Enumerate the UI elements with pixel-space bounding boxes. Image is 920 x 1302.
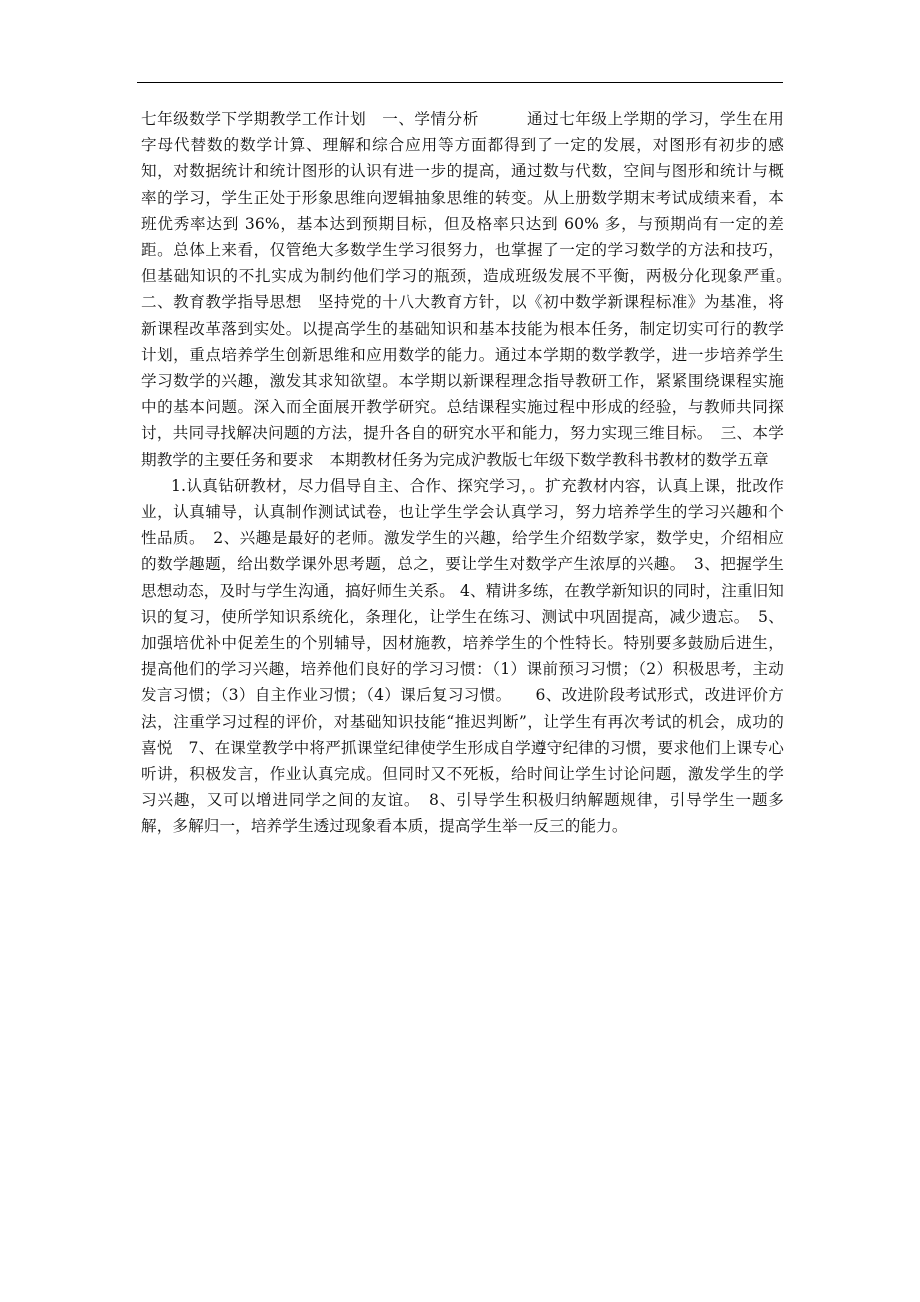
header-rule bbox=[137, 82, 783, 83]
paragraph-intro: 七年级数学下学期教学工作计划 一、学情分析 通过七年级上学期的学习，学生在用字母代替数的数学计算、理解和综合应用等方面都得到了一定的发展，对图形有初步的感知，对数据统计和统计图形的认识有进一步的提高，通过数与代数，空间与图形和统计与概率的学习，学生正处于形象思维向逻辑抽象思维的转变。从上册数学期末考试成绩来看，本班优秀率达到 36%，基本达到预期目标，但及格率只达到 60% 多，与预期尚有一定的差距。总体上来看，仅管绝大多数学生学习很努力，也掌握了一定的学习数学的方法和技巧，但基础知识的不扎实成为制约他们学习的瓶颈，造成班级发展不平衡，两极分化现象严重。 二、教育教学指导思想 坚持党的十八大教育方针，以《初中数学新课程标准》为基准，将新课程改革落到实处。以提高学生的基础知识和基本技能为根本任务，制定切实可行的教学计划，重点培养学生创新思维和应用数学的能力。通过本学期的数学教学，进一步培养学生学习数学的兴趣，激发其求知欲望。本学期以新课程理念指导教研工作，紧紧围绕课程实施中的基本问题。深入而全面展开教学研究。总结课程实施过程中形成的经验，与教师共同探讨，共同寻找解决问题的方法，提升各自的研究水平和能力，努力实现三维目标。 三、本学期教学的主要任务和要求 本期教材任务为完成沪教版七年级下数学教科书教材的数学五章 bbox=[141, 110, 800, 469]
document-body bbox=[141, 106, 800, 840]
paragraph-tasks: 1.认真钻研教材，尽力倡导自主、合作、探究学习，。扩充教材内容，认真上课，批改作业，认真辅导，认真制作测试试卷，也让学生学会认真学习，努力培养学生的学习兴趣和个性品质。 2、兴趣是最好的老师。激发学生的兴趣，给学生介绍数学家，数学史，介绍相应的数学趣题，给出数学课外思考题，总之，要让学生对数学产生浓厚的兴趣。 3、把握学生思想动态，及时与学生沟通，搞好师生关系。 4、精讲多练，在教学新知识的同时，注重旧知识的复习，使所学知识系统化，条理化，让学生在练习、测试中巩固提高，减少遗忘。 5、加强培优补中促差生的个别辅导，因材施教，培养学生的个性特长。特别要多鼓励后进生，提高他们的学习兴趣，培养他们良好的学习习惯：（1）课前预习习惯；（2）积极思考，主动发言习惯；（3）自主作业习惯；（4）课后复习习惯。 6、改进阶段考试形式，改进评价方法，注重学习过程的评价，对基础知识技能“推迟判断”，让学生有再次考试的机会，成功的喜悦 7、在课堂教学中将严抓课堂纪律使学生形成自学遵守纪律的习惯，要求他们上课专心听讲，积极发言，作业认真完成。但同时又不死板，给时间让学生讨论问题，激发学生的学习兴趣，又可以增进同学之间的友谊。 8、引导学生积极归纳解题规律，引导学生一题多解，多解归一，培养学生透过现象看本质，提高学生举一反三的能力。 bbox=[141, 476, 784, 836]
